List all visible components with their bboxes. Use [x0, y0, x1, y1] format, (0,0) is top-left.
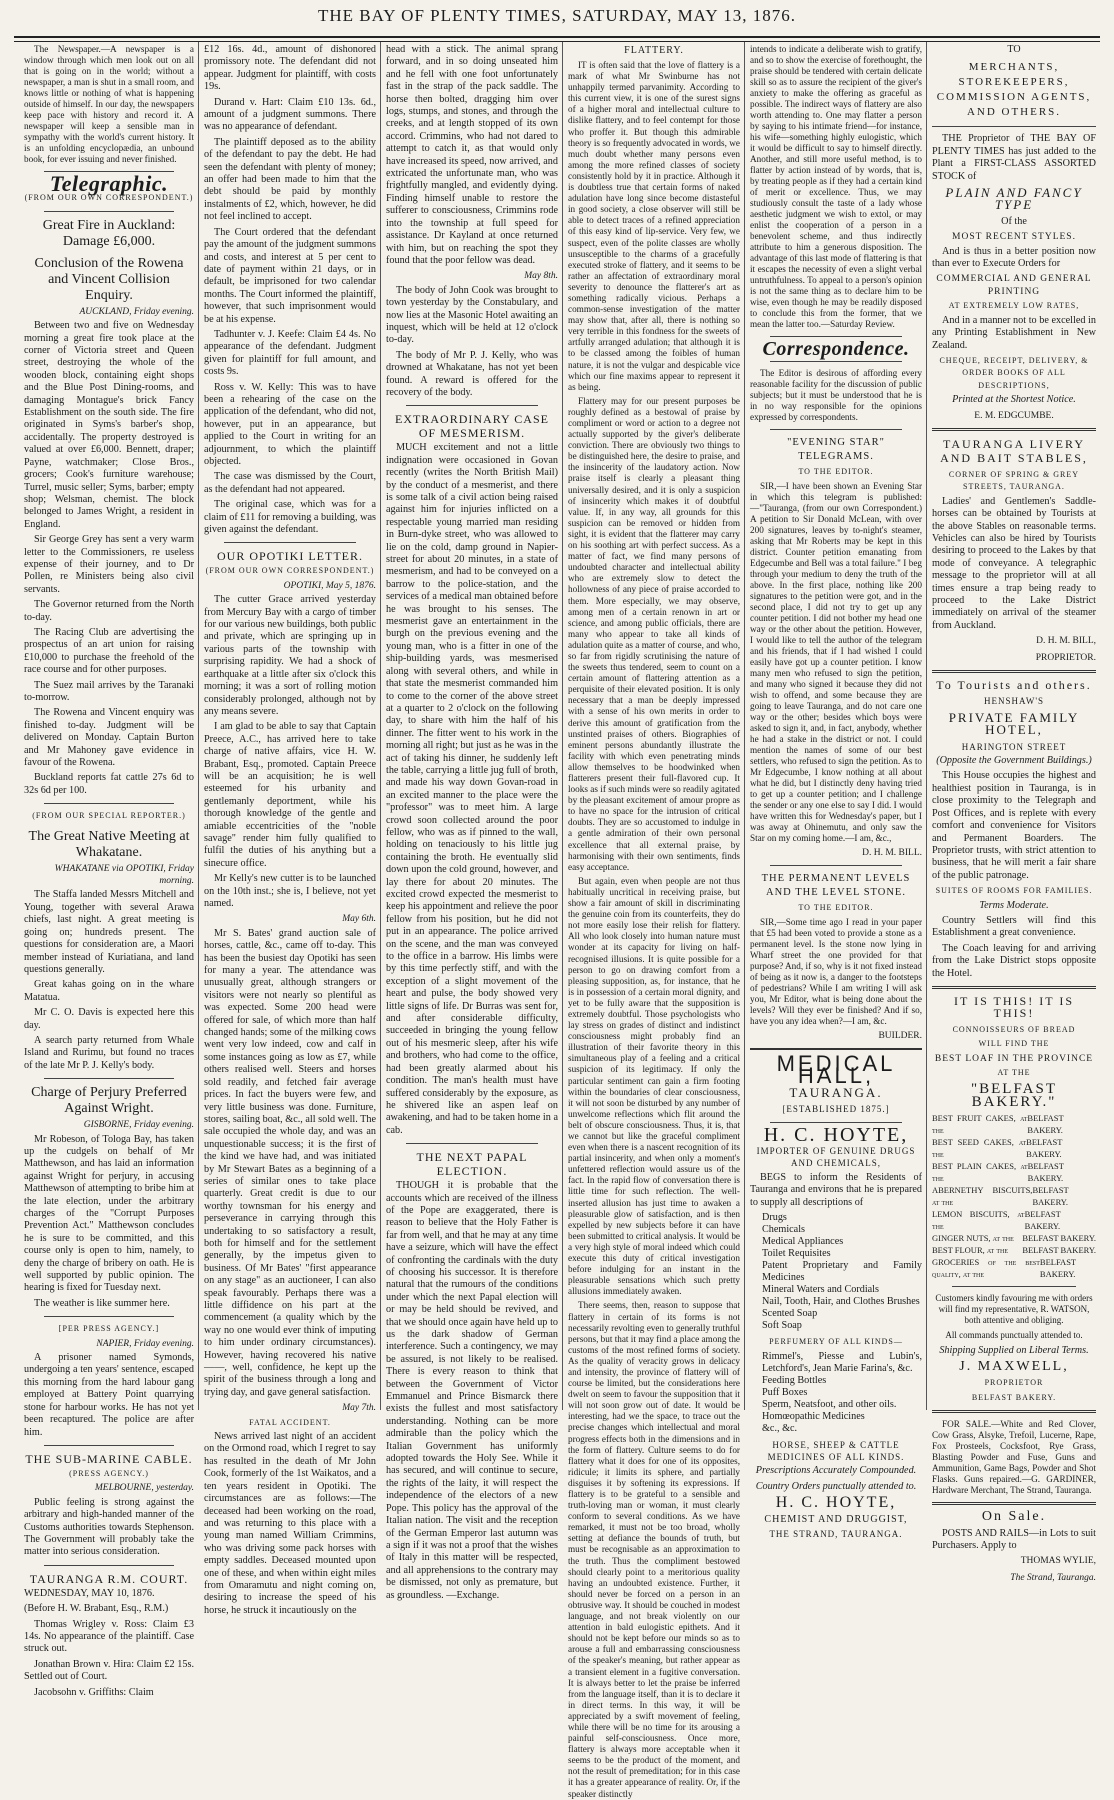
kelly-body-paragraph: The body of Mr P. J. Kelly, who was drowned at Whakatane, has not yet been found. A reward is offered for the recovery of the body.	[386, 349, 558, 398]
cable-agency-note: (PRESS AGENCY.)	[69, 1468, 149, 1478]
accident-paragraph: head with a stick. The animal sprang forward, and in so doing unseated him and he fell with one foot unfortunately fast in the strap of the pack saddle. The horse then bolted, dragging him over logs, stumps, and stones, and through the creeks, and at length stopped of its own accord. Crimmins, who had not dared to attempt to catch it, as that would only have increased its speed, now arrived, and extricated the unfortunate man, who was frightfully mangled, and evidently dying. Finding himself unable to restore the sufferer to consciousness, Crimmins rode into the township at full speed for assistance. Dr Kayland at once returned with him, but on reaching the spot they found that the poor fellow was dead.	[386, 44, 558, 266]
flattery-paragraph-1: IT is often said that the love of flattery is a mark of what Mr Swinburne has not unhappily termed parvanimity. According to this current view, it is one of the surest signs of a higher moral and intellectual culture to dislike flattery, and to feel contempt for those who proffer it. But though this admirable theory is so frequently advocated in words, we much doubt whether many persons even among the more refined classes of society consistently hold by it in practice. Although it is doubtless true that certain forms of naked adulation have long since become distasteful in good society, a close observer will still be able to detect traces of a refined appreciation of this easy kind of lip-service. Very few, we suspect, even of the polite classes are wholly unsusceptible to the charms of a gracefully executed stroke of flattery, and it seems to be rather an affectation of extraordinary moral severity to denounce the flatterer's art as something radically vicious. Perhaps a common-sense investigation of the matter may show that, after all, there is nothing so very terrible in this fondness for the sweets of artfully arranged adulation; that although it is to be classed among the foibles of human nature, it is not the vulgar and despicable vice which our fine maxims appear to represent it as being.	[568, 60, 740, 392]
opposite-note: (Opposite the Government Buildings.)	[936, 755, 1092, 767]
proprietor-paragraph: THE Proprietor of THE BAY OF PLENTY TIMES has just added to the Plant a FIRST-CLASS ASSORTED STOCK of	[932, 133, 1096, 182]
native-meeting-headline: The Great Native Meeting at Whakatane.	[28, 828, 190, 860]
maxwell-proprietor: PROPRIETOR	[984, 1378, 1044, 1388]
telegraphic-heading: Telegraphic.	[49, 171, 169, 196]
list-item: Homœopathic Medicines	[762, 1410, 865, 1422]
bakery-tag: BELFAST BAKERY.	[1022, 1233, 1096, 1244]
prisoner-paragraph: A prisoner named Symonds, undergoing a ten years' sentence, escaped this morning from the hard labour gang employed at Battery Point quarrying stone for harbour works. He has not yet been recaptured. The police are after him.	[24, 1352, 194, 1438]
bakery-tag: BELFAST BAKERY.	[1027, 1113, 1064, 1136]
perfumery-heading: PERFUMERY OF ALL KINDS—	[769, 1337, 903, 1347]
bakery-item: BEST FRUIT CAKES, at the	[932, 1113, 1028, 1136]
hoyte-importer: IMPORTER OF GENUINE DRUGS AND CHEMICALS,	[756, 1146, 916, 1169]
belfast-bakery-title: "BELFAST BAKERY."	[970, 1081, 1058, 1110]
weather-paragraph: The weather is like summer here.	[34, 1297, 170, 1309]
press-agency-note: [PER PRESS AGENCY.]	[58, 1324, 160, 1334]
dateline-melbourne: MELBOURNE, yesterday.	[94, 1483, 194, 1494]
perjury-headline: Charge of Perjury Preferred Against Wright.	[31, 1085, 187, 1117]
rowena-paragraph: The Rowena and Vincent enquiry was finished to-day. Judgment will be delivered on Monday. Captain Burton and Mr Mahoney gave evidence in favour of the Rowena.	[24, 707, 194, 769]
prescriptions-note: Prescriptions Accurately Compounded.	[755, 1465, 917, 1477]
hoyte-address: THE STRAND, TAURANGA.	[769, 1528, 903, 1539]
papal-paragraph: THOUGH it is probable that the accounts which are received of the illness of the Pope are exaggerated, there is reason to believe that the Holy Father is far from well, and that he may at any time have a seizure, which will have the effect of confronting the cardinals with the duty of choosing his successor. It is therefore natural that the rumours of the conditions under which the next Papal election will or may be held should be revived, and that we should once again have held up to us the dark shadow of German interference. Such a contingency, we may be assured, is not likely to be realised. There is every reason to think that between the Government of Victor Emmanuel and Prince Bismarck there exists the fullest and most satisfactory understanding. Nothing can be more admirable than the policy which the Italian Government has uniformly adopted towards the Holy See. While it has secured, and will continue to secure, the rights of the laity, it will respect the independence of the electors of a new Pope. This policy has the approval of the Italian nation. The visit and the reception of the German Emperor last autumn was a sign if it was not a proof that the wishes of Italy in this matter will be respected, and all apprehensions to the contrary may be dismissed, not only as premature, but as groundless. —Exchange.	[386, 1180, 558, 1601]
hoyte-chemist: CHEMIST AND DRUGGIST,	[764, 1513, 908, 1525]
opotiki-paragraph-5: News arrived last night of an accident on the Ormond road, which I regret to say has resulted in the death of Mr John Cook, formerly of the 1st Waikatos, and a ten years resident in Opotiki. The circumstances are as follows:—The deceased had been working on the road, and was returning to this place with a young man named William Crimmins, who was driving some pack horses with empty saddles. Deceased mounted upon one of these, and when within eight miles from Omaramutu and night coming on, desiring to increase the speed of his horse, he struck it incautiously on the	[204, 1431, 376, 1616]
list-item: Puff Boxes	[762, 1386, 808, 1398]
list-item: Mineral Waters and Cordials	[762, 1284, 879, 1296]
court-paragraph-7: The case was dismissed by the Court, as the defendant had not appeared.	[204, 471, 376, 495]
terms-note: Terms Moderate.	[979, 899, 1049, 911]
court-paragraph-4: The Court ordered that the defendant pay the amount of the judgment summons and costs, and interest at 5 per cent to date of payment within 21 days, or in default, be imprisoned for two calendar months. The Court informed the plaintiff, however, that such imprisonment would be at his expense.	[204, 226, 376, 325]
of-the: Of the	[1001, 215, 1027, 227]
court-before: (Before H. W. Brabant, Esq., R.M.)	[24, 1603, 169, 1615]
buckland-paragraph: Buckland reports fat cattle 27s 6d to 32s 6d per 100.	[24, 772, 194, 796]
bakery-row	[932, 1112, 1096, 1136]
dateline-may-8: May 8th.	[524, 271, 558, 282]
dateline-may-6: May 6th.	[342, 914, 376, 925]
opotiki-paragraph-4: Mr S. Bates' grand auction sale of horses, cattle, &c., came off to-day. This has been the busiest day Opotiki has seen for many a year. The attendance was unusually great, although strangers or visitors were not nearly so plentiful as was expected. Some 200 head were offered for sale, of which more than half changed hands; some of the milking cows went very low indeed, cow and calf in some instances going as low as £7, while others realised well. Steers and horses sold readily, and fetched fair average prices. In fact the buyers were few, and very little business was done. Furniture, stores, sailing boat, &c., all sold well. The sale occupied the whole day, and was an unquestionable success; it is the first of the kind we have had, and was initiated by Mr Stewart Bates as a beginning of a series of similar ones to take place quarterly. Great credit is due to our worthy townsman for his energy and perseverance in carrying through this undertaking to so satisfactory a result, both for himself and for the settlement generally, by the impetus given to business. Of Mr Bates' "first appearance on any stage" as an auctioneer, I can also speak favourably. Perhaps there was a little diffidence on his part at the commencement (a quality which by the way no one would ever think of imputing to him under ordinary circumstances). However, having recovered his native——, well, confidence, he kept up the spirit of the business through a long and trying day, and gave general satisfaction.	[204, 927, 376, 1398]
livery-corner: CORNER OF SPRING & GREY STREETS, TAURANGA.	[948, 469, 1080, 492]
to-editor-2: TO THE EDITOR.	[798, 903, 874, 913]
list-item: Drugs	[762, 1212, 787, 1224]
bakery-tag: BELFAST BAKERY.	[1026, 1137, 1063, 1160]
bakery-item: ABERNETHY BISCUITS, at the	[932, 1185, 1033, 1208]
perfumery-list	[762, 1351, 922, 1435]
medical-hall-established: [ESTABLISHED 1875.]	[782, 1104, 890, 1115]
newspaper-paragraph: The Newspaper.—A newspaper is a window through which men look out on all that is going on in the world; without a newspaper, a man is shut in a small room, and knows little or nothing of what is happening outside of himself. In our day, the newspapers keep pace with history and record it. A newspaper will keep a sensible man in sympathy with the world's current history. It is an unfolding encyclopædia, an unbound book, for ever issuing and never finished.	[24, 44, 194, 164]
court-date: WEDNESDAY, MAY 10, 1876.	[24, 1587, 155, 1599]
tourists-heading: To Tourists and others.	[936, 678, 1092, 693]
column-6	[928, 44, 1100, 1583]
flattery-continued: intends to indicate a deliberate wish to gratify, and so to show the exercise of forethought, the praise should be tendered with certain delicate skill so as to assure the recipient of the giver's anxiety to make the offering as graceful as possible. The indirect ways of flattery are also worth attending to. One may flatter a person by saying to his intimate friend—for instance, his wife—something highly eulogistic, which it would be difficult to say to himself directly. Another, and still more useful method, is to flatter by action instead of by words, that is, by treating people as if they had a certain kind of merit or excellence. Thus, we may studiously consult the taste of a lady whose aesthetic judgment we wish to extol, or may enlist the cooperation of a person in a benevolent scheme, and thus indirectly attribute to him a generous disposition. The advantage of this last mode of flattering is that it escapes the necessity of even a slight verbal untruthfulness. To appeal to a person's opinion is not the same thing as to declare him to be wise, even though he may be readily disposed to conclude this from the former, that we mean the latter too.—Saturday Review.	[750, 44, 922, 329]
drug-list	[762, 1212, 922, 1332]
bakery-tag: BELFAST BAKERY.	[1032, 1185, 1069, 1208]
list-item: Feeding Bottles	[762, 1374, 827, 1386]
bakery-item: LEMON BISCUITS, at the	[932, 1209, 1025, 1232]
list-item: Chemicals	[762, 1224, 806, 1236]
column-2	[200, 44, 380, 1616]
racing-paragraph: The Racing Club are advertising the prospectus of an art union for raising £10,000 to purchase the freehold of the race course and for other purposes.	[24, 626, 194, 676]
wylie-address: The Strand, Tauranga.	[1010, 1572, 1096, 1583]
dateline-whakatane: WHAKATANE via OPOTIKI, Friday morning.	[54, 863, 194, 887]
bakery-list	[932, 1112, 1096, 1280]
opotiki-paragraph-3: Mr Kelly's new cutter is to be launched on the 10th inst.; she is, I believe, not yet named.	[204, 873, 376, 909]
manner-paragraph: And in a manner not to be excelled in any Printing Establishment in New Zealand.	[932, 314, 1096, 351]
dateline-opotiki: OPOTIKI, May 5, 1876.	[283, 580, 376, 591]
bakery-item: BEST SEED CAKES, at the	[932, 1137, 1027, 1160]
low-rates: AT EXTREMELY LOW RATES,	[948, 301, 1080, 311]
court-paragraph-5: Tadhunter v. J. Keefe: Claim £4 4s. No appearance of the defendant. Judgment given for plaintiff for full amount, and costs 9s.	[204, 328, 376, 378]
dateline-gisborne: GISBORNE, Friday evening.	[83, 1120, 194, 1131]
hoyte-name-2: H. C. HOYTE,	[775, 1494, 897, 1512]
flattery-headline: FLATTERY.	[624, 45, 684, 56]
jacobsohn-paragraph: Jacobsohn v. Griffiths: Claim	[34, 1686, 154, 1698]
cable-headline: THE SUB-MARINE CABLE.	[25, 1451, 193, 1466]
search-paragraph: A search party returned from Whale Island and Rurimu, but found no traces of the late Mr P. J. Kelly's body.	[24, 1034, 194, 1071]
opotiki-paragraph-1: The cutter Grace arrived yesterday from Mercury Bay with a cargo of timber for our various new buildings, both public and private, which are springing up in various parts of the township with surprising rapidity. We had a shock of earthquake at a little after six o'clock this morning; it was a sort of rolling motion considerably prolonged, although not by any means severe.	[204, 594, 376, 717]
court-paragraph-1: £12 16s. 4d., amount of dishonored promissory note. The defendant did not appear. Judgment for plaintiff, with costs 19s.	[204, 44, 376, 93]
bakery-item: BEST FLOUR, at the	[932, 1245, 1008, 1256]
to-line: TO	[1007, 44, 1021, 55]
bakery-tag: BELFAST BAKERY.	[1039, 1257, 1077, 1280]
court-paragraph-2: Durand v. Hart: Claim £10 13s. 6d., amount of a judgment summons. There was no appearance of defendant.	[204, 96, 376, 133]
letter-builder: SIR,—Some time ago I read in your paper that £5 had been voted to provide a stone as a permanent level. Is the stone now lying in Wharf street the one provided for that purpose? And, if so, why is it not fixed instead of being as it now is, a danger to the footsteps of pedestrians? While I am writing I will ask you, Mr Editor, what is being done about the levels? Will they ever be finished? And if so, have you any idea when?—I am, &c.	[750, 916, 922, 1026]
dateline-auckland: AUCKLAND, Friday evening.	[79, 306, 194, 317]
plain-fancy-type: PLAIN AND FANCY TYPE	[945, 185, 1083, 213]
maxwell-bakery: BELFAST BAKERY.	[971, 1392, 1057, 1402]
list-item: Toilet Requisites	[762, 1248, 831, 1260]
horse-medicines: HORSE, SHEEP & CATTLE MEDICINES OF ALL KINDS.	[767, 1439, 905, 1462]
on-sale-heading: On Sale.	[981, 1509, 1047, 1525]
rowena-headline: Conclusion of the Rowena and Vincent Collision Enquiry.	[34, 255, 184, 303]
column-5	[746, 44, 926, 1539]
shipping-note: Shipping Supplied on Liberal Terms.	[939, 1344, 1089, 1356]
country-orders-note: Country Orders punctually attended to.	[755, 1480, 917, 1492]
most-recent-styles: MOST RECENT STYLES.	[952, 232, 1076, 243]
list-item: Soft Soap	[762, 1320, 802, 1332]
settlers-paragraph: Country Settlers will find this Establishment a great convenience.	[932, 914, 1096, 939]
fire-paragraph: Between two and five on Wednesday morning a great fire took place at the corner of Victoria street and Queen street, destroying the whole of the wooden block, containing eight shops and the Blue Post Dining-rooms, and damaging Montague's brick Fancy Establishment on the south side. The fire originated in Syms's barber's shop, accidentally. The property destroyed is valued at over £6,000. Bennett, draper; Payne, watchmaker; Close Bros., grocers; Cook's furniture warehouse; Turrel, music seller; Syms, barber; empty shop; Welsman, chemist. The block belonged to James Wright, a resident in England.	[24, 320, 194, 530]
bakery-row	[932, 1184, 1096, 1208]
court-paragraph-8: The original case, which was for a claim of £11 for removing a building, was given against the defendant.	[204, 499, 376, 536]
signature-bill: D. H. M. BILL.	[862, 847, 922, 858]
cheque-books: CHEQUE, RECEIPT, DELIVERY, & ORDER BOOKS OF ALL DESCRIPTIONS,	[939, 355, 1089, 390]
list-item: Nail, Tooth, Hair, and Clothes Brushes	[762, 1296, 920, 1308]
hoyte-begs: BEGS to inform the Residents of Tauranga and environs that he is prepared to supply all descriptions of	[750, 1171, 922, 1208]
column-1	[20, 44, 198, 1698]
best-loaf: BEST LOAF IN THE PROVINCE	[934, 1053, 1094, 1064]
dateline-may-7: May 7th.	[342, 1403, 376, 1414]
bakery-item: GINGER NUTS, at the	[932, 1233, 1014, 1244]
kahas-paragraph: Great kahas going on in the whare Matatua.	[24, 979, 194, 1003]
flattery-paragraph-3: But again, even when people are not thus habitually uncritical in receiving praise, but show a fair amount of skill in discriminating the genuine coin from its counterfeits, they do not more easily lose their relish for flattery. All who look closely into human nature must wonder at its capacity for living on half-recognised illusions. It is quite possible for a person to go on drawing comfort from a pleasing supposition, as, for instance, that he is in possession of a certain moral dignity, and yet to be fully aware that the supposition is extremely doubtful. Those psychologists who lay stress on grades of distinct and indistinct consciousness might probably find an illustration of their favorite theory in this simultaneous play of a feeling and a critical suspicion of its legitimacy. If only the particular sentiment can gain a firm footing within the boundaries of clear consciousness, it will not soon be disturbed by any number of unwelcome reflections which flit around the belt of obscure consciousness. Thus, it is, that we cannot but like the graceful compliment even when there is a nascent recognition of its partial insincerity, and when only a moment's unfettered reflection would assure us of the fact. In the rapid flow of conversation there is little time for such reflection. The well-inserted allusion has just time to awaken a pleasurable glow of satisfaction, and is then expelled by new subjects before it can have been submitted to critical analysis. It would be a very high style of moral indeed which could execute this duty of critical investigation before indulging for an instant in the pleasurable sensations which such pretty allusions immediately awaken.	[568, 875, 740, 1297]
posts-paragraph: POSTS AND RAILS—in Lots to suit Purchasers. Apply to	[932, 1527, 1096, 1552]
bakery-row	[932, 1232, 1096, 1244]
at-the: AT THE	[997, 1068, 1031, 1077]
bakery-tag: BELFAST BAKERY.	[1027, 1161, 1064, 1184]
bill-proprietor: PROPRIETOR.	[1035, 652, 1096, 663]
for-sale-paragraph: FOR SALE.—White and Red Clover, Cow Grass, Alsyke, Trefoil, Lucerne, Rape, Fox Prosteels, Cocksfoot, Rye Grass, Blasting Powder and Fuse, Guns and Ammunition, Game Bags, Powder and Shot Flasks. Guns repaired.—G. GARDINER, Hardware Merchant, The Strand, Tauranga.	[932, 1419, 1096, 1496]
medical-hall-advert	[750, 1048, 922, 1540]
fatal-accident-heading: FATAL ACCIDENT.	[249, 1417, 331, 1427]
papal-headline: THE NEXT PAPAL ELECTION.	[416, 1150, 528, 1179]
livery-paragraph: Ladies' and Gentlemen's Saddle-horses can be obtained by Tourists at the above Stables on reasonable terms. Vehicles can also be hired by Tourists desiring to proceed to the Lakes by that mode of conveyance. A telegraphic message to the proprietor will at all times ensure a trap being ready to proceed to the Lake District immediately on arrival of the steamer from Auckland.	[932, 495, 1096, 631]
editor-disclaimer: The Editor is desirous of affording every reasonable facility for the discussion of public subjects; but it must be understood that he is in no way responsible for the opinions expressed by correspondents.	[750, 368, 922, 423]
governor-paragraph: The Governor returned from the North to-day.	[24, 599, 194, 623]
edgcumbe-signature: E. M. EDGCUMBE.	[974, 410, 1054, 421]
opotiki-headline: OUR OPOTIKI LETTER.	[217, 549, 363, 564]
suez-paragraph: The Suez mail arrives by the Taranaki to-morrow.	[24, 679, 194, 703]
hotel-paragraph: This House occupies the highest and healthiest position in Tauranga, is in close proximity to the Telegraph and Post Offices, and is replete with every comfort and convenience for Visitors and Permanent Boarders. The Proprietor trusts, with strict attention to business, that he will merit a fair share of the public patronage.	[932, 770, 1096, 881]
levels-headline: THE PERMANENT LEVELS AND THE LEVEL STONE.	[761, 873, 911, 899]
coach-paragraph: The Coach leaving for and arriving from the Lake District stops opposite the Hotel.	[932, 942, 1096, 979]
list-item: Patent Proprietary and Family Medicines	[762, 1260, 922, 1284]
column-4	[564, 44, 744, 1799]
wrigley-paragraph: Thomas Wrigley v. Ross: Claim £3 14s. No appearance of the plaintiff. Case struck out.	[24, 1618, 194, 1655]
bakery-tag: BELFAST BAKERY.	[1022, 1245, 1096, 1256]
harington-street: HARINGTON STREET	[961, 741, 1067, 752]
maxwell-name: J. MAXWELL,	[959, 1359, 1069, 1375]
mesmerism-headline: EXTRAORDINARY CASE OF MESMERISM.	[395, 412, 549, 441]
hoyte-name: H. C. HOYTE,	[763, 1123, 909, 1146]
brown-paragraph: Jonathan Brown v. Hira: Claim £2 15s. Settled out of Court.	[24, 1658, 194, 1683]
wylie-name: THOMAS WYLIE,	[1020, 1556, 1096, 1567]
will-find: WILL FIND THE	[978, 1039, 1050, 1049]
commands-note: All commands punctually attended to.	[945, 1330, 1083, 1341]
medical-hall-town: TAURANGA.	[789, 1084, 883, 1100]
connoisseurs: CONNOISSEURS OF BREAD	[952, 1024, 1076, 1034]
suites-note: SUITES OF ROOMS FOR FAMILIES.	[935, 886, 1093, 896]
bakery-row	[932, 1160, 1096, 1184]
perjury-paragraph: Mr Robeson, of Tologa Bay, has taken up the cudgels on behalf of Mr Matthewson, and has laid an information against Wright for perjury, in accusing Matthewson of attempting to bribe him at the late election, under the arbitrary charges of the "Corrupt Purposes Prevention Act." Matthewson concludes he is sure to be committed, and this course only is open to him, namely, to deny the charge of bribery on oath. He is well supported by public opinion. The hearing is fixed for Tuesday next.	[24, 1133, 194, 1294]
letter-bill: SIR,—I have been shown an Evening Star in which this telegram is published:—"Tauranga, (from our own Correspondent.) A petition to Sir Donald McLean, with over 200 signatures, leaves by to-night's steamer, asking that Mr Roberts may be kept in this district. Counter petition emanating from Edgecumbe and Bell was a total failure." I beg through your medium to deny the truth of the above. In the first place, nothing like 200 signatures to the petition were got, and in the second place, I did not try to get up any counter petition. I did not bother my head one way or the other about the petition. However, I would like to tell the author of the telegram and his friends, that if I had wished I could easily have got up a counter petition. I know many men who refused to sign the petition, and many who signed it because they did not wish to offend, and some because they are going to leave Tauranga, and do not care one way or the other; besides which boys were asked to sign it, and, in fact, anybody, whether he had a stake in the district or not. I could mention the names of some of our best settlers, who refused to sign the petition. As to Mr Edgecumbe, I know nothing at all about what he did, but I distinctly deny having tried to get up a counter petition; and I challenge the sender or any one else to say I did. I would have written this for Wednesday's paper, but I was away at Ohinemutu, and only saw the Star on my coming home.—I am, &c.,	[750, 480, 922, 843]
list-item: Scented Soap	[762, 1308, 818, 1320]
bakery-row	[932, 1256, 1096, 1280]
list-item: Sperm, Neatsfoot, and other oils.	[762, 1398, 897, 1410]
list-item: &c., &c.	[762, 1422, 798, 1434]
customers-note: Customers kindly favouring me with orders will find my representative, R. WATSON, both attentive and obliging.	[935, 1293, 1093, 1326]
column-3	[382, 44, 562, 1601]
private-hotel-heading: PRIVATE FAMILY HOTEL,	[948, 709, 1080, 738]
medical-hall-title: MEDICAL HALL,	[776, 1051, 896, 1089]
bakery-tag: BELFAST BAKERY.	[1024, 1209, 1061, 1232]
opotiki-paragraph-2: I am glad to be able to say that Captain Preece, A.C., has arrived here to take charge of native affairs, vice H. W. Brabant, Esq., promoted. Captain Preece will be an acquisition; he is well esteemed for his urbanity and gentlemanly deportment, while his thorough knowledge of the gentle and amiable eccentricities of the "noble savage" render him fully qualified to fulfil the duties of his anything but a sinecure office.	[204, 721, 376, 869]
bakery-item: GROCERIES of the best quality, at the	[932, 1257, 1040, 1280]
mesmerism-paragraph: MUCH excitement and not a little indignation were occasioned in Govan recently (writes the North British Mail) by the conduct of a mesmerist, and there is some talk of a civil action being raised against him for injuries inflicted on a respectable young married man residing in Burn-dyke street, who was allowed to lie on the cold, damp ground in Napier-street for about 20 minutes, in a state of mesmerism, and had to be conveyed on a barrow to the police-station, and the services of a medical man obtained before he was brought to his senses. The mesmerist gave an entertainment in the burgh on the previous evening and the young man, who is a fitter in one of the ship-building yards, was mesmerised along with several others, and while in that state the mesmerist commanded him to come to the corner of the above street at a quarter to 2 o'clock on the following day, to share with him the half of his dinner. The fitter went to his work in the morning all right; but just as he was in the act of taking his dinner, he suddenly left the table, carrying a little jug full of broth, and made his way down Govan-road in an excited manner to the place were the "professor" was to meet him. A large crowd soon collected around the poor fellow, who was as if pinned to the wall, holding on tenaciously to his little jug containing the broth. He eventually slid down upon the cold ground, however, and lay there for about 20 minutes. The excited crowd expected the mesmerist to keep his appointment and relieve the poor fellow from his position, but he did not put in an appearance. The police arrived on the scene, and the man was conveyed to the office in a barrow. His limbs were by this time perfectly stiff, and with the exception of a slight movement of the heart and pulse, the body showed very little signs of life. Dr Burras was sent for, and after considerable difficulty, succeeded in bringing the young fellow out of his mesmeric sleep, after his wife and brothers, who had come to the office, had been greatly alarmed about his condition. The man's health must have suffered considerably by the exposure, as he shivered like an aspen leaf on awakening, and had to be taken home in a cab.	[386, 442, 559, 1136]
henshaw-name: HENSHAW'S	[984, 696, 1044, 707]
position-paragraph: And is thus in a better position now than ever to Execute Orders for	[932, 245, 1096, 270]
bill-signature: D. H. M. BILL,	[1036, 636, 1096, 647]
to-editor-1: TO THE EDITOR.	[798, 467, 874, 477]
bakery-item: BEST PLAIN CAKES, at the	[932, 1161, 1028, 1184]
signature-builder: BUILDER.	[878, 1030, 922, 1041]
special-reporter-note: (FROM OUR SPECIAL REPORTER.)	[32, 811, 186, 821]
it-is-this: IT IS THIS! IT IS THIS!	[953, 993, 1074, 1021]
masthead	[14, 6, 1100, 38]
cook-body-paragraph: The body of John Cook was brought to town yesterday by the Constabulary, and now lies at the Masonic Hotel awaiting an inquest, which will be held at 12 o'clock to-day.	[386, 284, 558, 346]
fire-headline: Great Fire in Auckland: Damage £6,000.	[42, 217, 176, 249]
flattery-paragraph-4: There seems, then, reason to suppose that flattery in certain of its forms is not necessarily revolting even to generally truthful persons, but that it may find a place among the customs of the most refined forms of society. As the quality of veracity grows in delicacy and intensity, the province of flattery will of course be limited, but the considerations here dwelt on seem to favour the supposition that it will not soon grow out of date. It would be interesting, had we the space, to trace out the precise changes which intellectual and moral progress effects both in the dimensions and in the form of flattery. Culture seems to do for flattery what it does for one of its opposites, ridicule; it limits its sphere, and partially disguises it by softening its expressions. If flattery is to be grateful to a sensible and truth-loving man or woman, it must clearly conform to several conditions. As we have remarked, it must not be too broad, wholly setting at defiance the bounds of truth, but must be recognisable as an approximation to the truth. Thus the compliment bestowed should clearly point to a meritorious quality having an undoubted existence. Further, it should never be forced on a person in an obtrusive way. It should be couched in modest language, and not break violently on our attention in bald eulogistic epithets. And it should not be kept before our minds so as to arouse a full and embarrassing consciousness of the speaker's meaning, but rather appear as a transient element in a fugitive conversation. It is always better to let the praise be inferred from the language itself, than it is to declare it in direct terms. In this way, it will be appreciated by a swift movement of feeling, while there will be no time for its arousing a painful self-consciousness. Once more, flattery is always more acceptable when it seems to be the product of the moment, and not the result of premeditation; for in this case it has a greater appearance of reality. Or, if the speaker distinctly	[568, 1300, 740, 1799]
evening-star-headline: "EVENING STAR" TELEGRAMS.	[787, 437, 885, 463]
masthead-title: THE BAY OF PLENTY TIMES, SATURDAY, MAY 13, 1876.	[317, 6, 797, 25]
correspondent-note: (FROM OUR OWN CORRESPONDENT.)	[24, 193, 194, 203]
opotiki-correspondent-note: (FROM OUR OWN CORRESPONDENT.)	[205, 566, 375, 576]
staffa-paragraph: The Staffa landed Messrs Mitchell and Young, together with several Arawa chiefs, last night. A great meeting is going on; hundreds present. The questions for consideration are, a Maori member instead of Kuriatiana, and land questions generally.	[24, 889, 194, 975]
merchants-heading: MERCHANTS, STOREKEEPERS, COMMISSION AGENTS, AND OTHERS.	[936, 61, 1092, 119]
cable-paragraph: Public feeling is strong against the arbitrary and high-handed manner of the Customs authorities towards Stephenson. The Government will probably take the matter into serious consideration.	[24, 1496, 194, 1558]
court-paragraph-3: The plaintiff deposed as to the ability of the defendant to pay the debt. He had seen the defendant with plenty of money; an offer had been made to him that the debt should be paid by monthly instalments of £2, which, however, he did not feel inclined to accept.	[204, 136, 376, 223]
dateline-napier: NAPIER, Friday evening.	[96, 1338, 194, 1349]
court-headline: TAURANGA R.M. COURT.	[29, 1571, 189, 1586]
bakery-row	[932, 1136, 1096, 1160]
court-paragraph-6: Ross v. W. Kelly: This was to have been a rehearing of the case on the application of the defendant, who did not, however, put in an appearance, but applied to the Court in writing for an adjournment, to which the plaintiff objected.	[204, 381, 376, 467]
printed-notice: Printed at the Shortest Notice.	[952, 394, 1076, 406]
bakery-row	[932, 1244, 1096, 1256]
flattery-paragraph-2: Flattery may for our present purposes be roughly defined as a bestowal of praise by compliment or word or action to a degree not actually supported by the giver's deliberate conviction. There are obviously two things to be distinguished here, the desire to praise, and the insincerity of the laudatory action. Now praise itself is clearly a pleasant thing universally desired, and it is only a suspicion of insincerity which makes it of doubtful value. If, in any way, all grounds for this suspicion can be removed or hidden from sight, it is evident that the flatterer may carry on his soothing art with perfect success. As a matter of fact, we find many persons of undoubted character and intellectual ability who are extremely slow to detect the hollowness of any piece of praise accorded to them. More especially, we may observe, among men of a certain renown in art or science, and among public officials, there are many who appear to take all kinds of adulation quite as a matter of course, and who, so far from rigidly scrutinising the nature of the sweets thus tendered, seem to count on a certain amount of flattering attention as a perquisite of their elevated position. It is only necessary that a man be deeply impressed with a sense of his own merits in order to derive this amount of gratification from the unstinted praises of others. Biographies of eminent persons abundantly illustrate the facility with which even penetrating minds allow themselves to be hoodwinked when flatterers present their full-flavored cup. It looks as if such minds were so readily agitated by the pleasant excitement of amour propre as to have no space for the intrusion of critical doubts. They are so accustomed to indulge in a gentle admiration of their own personal excellence that all external praise, by harmonising with their own sentiments, finds easy acceptance.	[568, 395, 740, 872]
grey-paragraph: Sir George Grey has sent a very warm letter to the Commissioners, re useless expense of their journey, and to Dr Pollen, re Ministers being also civil servants.	[24, 534, 194, 595]
livery-heading: TAURANGA LIVERY AND BAIT STABLES,	[940, 436, 1088, 465]
davis-paragraph: Mr C. O. Davis is expected here this day.	[24, 1007, 194, 1031]
correspondence-heading: Correspondence.	[762, 338, 910, 360]
list-item: Rimmel's, Piesse and Lubin's, Letchford's, Jean Marie Farina's, &c.	[762, 1350, 922, 1374]
bakery-row	[932, 1208, 1096, 1232]
commercial-printing: COMMERCIAL AND GENERAL PRINTING	[936, 274, 1092, 297]
list-item: Medical Appliances	[762, 1236, 844, 1248]
